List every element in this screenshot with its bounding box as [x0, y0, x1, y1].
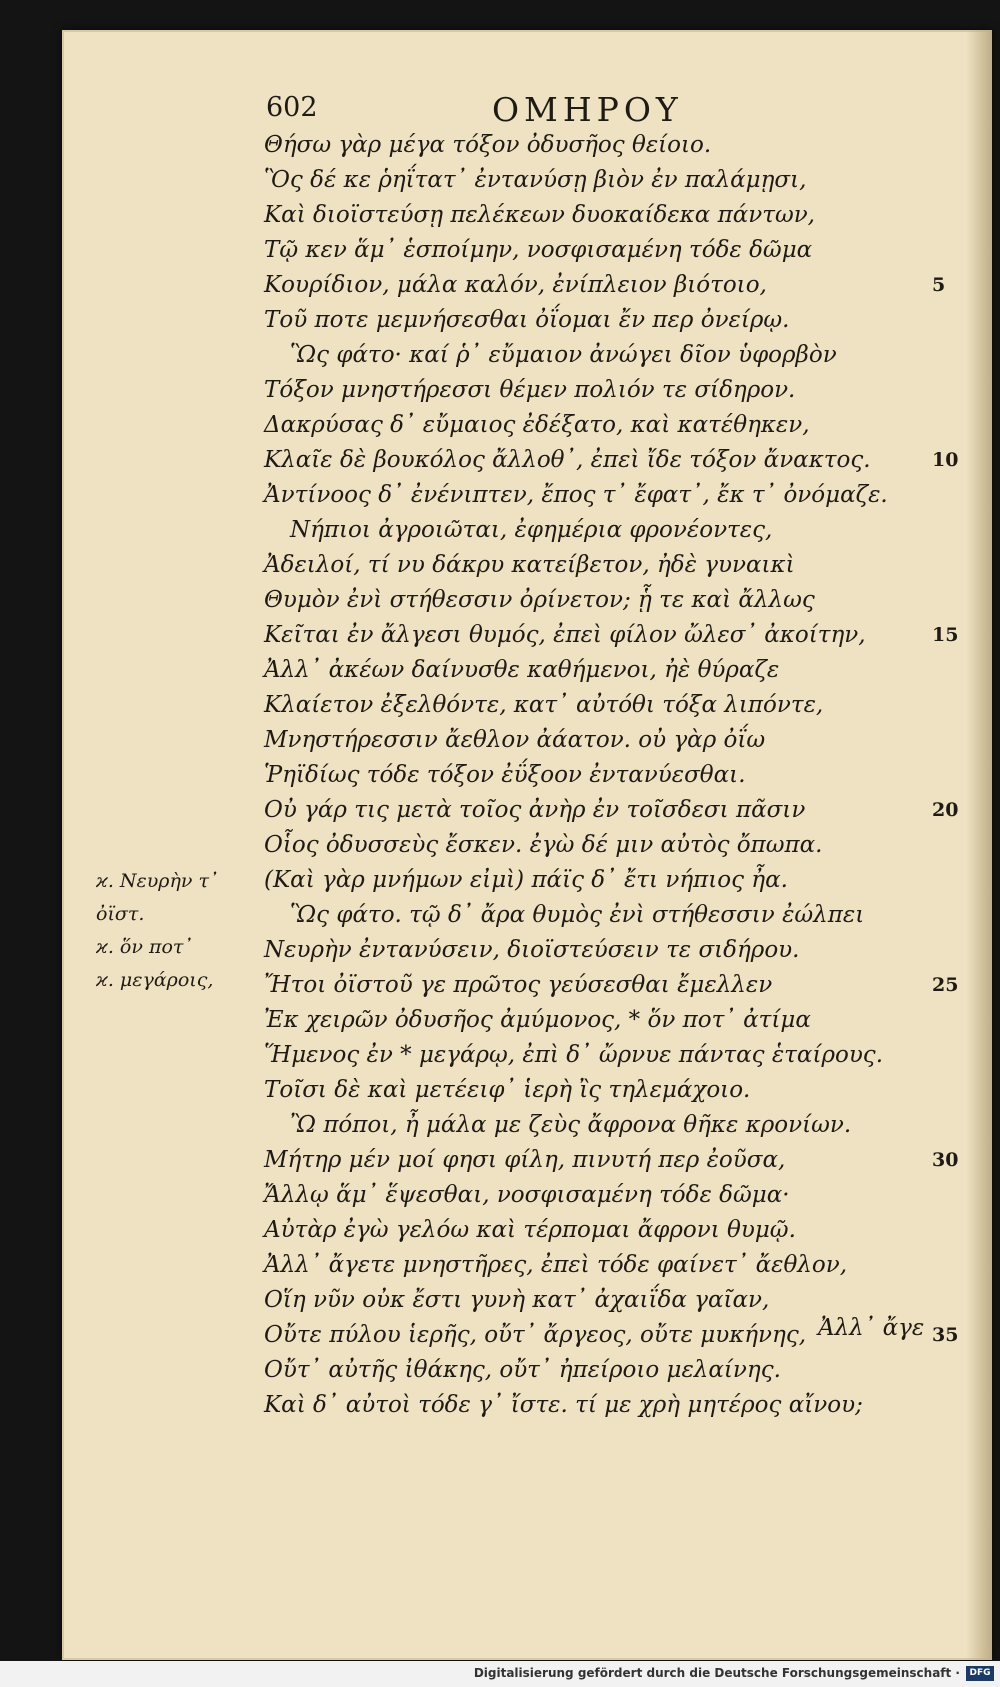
verse-text: Τῷ κεν ἅμ᾽ ἑσποίμην, νοσφισαμένη τόδε δῶμα [264, 237, 813, 263]
verse-line [264, 793, 959, 828]
page-number: 602 [266, 92, 318, 123]
line-number: 35 [932, 1324, 959, 1346]
verse-line [264, 1248, 924, 1283]
verse-line [264, 1143, 959, 1178]
verse-text: Ἄλλῳ ἅμ᾽ ἕψεσθαι, νοσφισαμένη τόδε δῶμα· [264, 1182, 790, 1208]
line-number: 20 [932, 799, 959, 821]
verse-text: Ῥηϊδίως τόδε τόξον ἐΰξοον ἐντανύεσθαι. [264, 762, 746, 788]
verse-text: Ὣς φάτο. τῷ δ᾽ ἄρα θυμὸς ἐνὶ στήθεσσιν ἐώλπει [290, 902, 865, 928]
verse-line [264, 1003, 924, 1038]
verse-text: Οἷος ὀδυσσεὺς ἔσκεν. ἐγὼ δέ μιν αὐτὸς ὄπωπα. [264, 832, 823, 858]
marginal-note: ϰ. μεγάροις, [96, 969, 214, 991]
verse-line [264, 1108, 924, 1143]
verse-text: Οὐ γάρ τις μετὰ τοῖος ἀνὴρ ἐν τοῖσδεσι πᾶσιν [264, 797, 806, 823]
verse-line [264, 1353, 924, 1388]
verse-line [264, 128, 924, 163]
verse-text: (Καὶ γὰρ μνήμων εἰμὶ) πάϊς δ᾽ ἔτι νήπιος ἦα. [264, 867, 788, 893]
verse-text: Ὃς δέ κε ῥηΐτατ᾽ ἐντανύσῃ βιὸν ἐν παλάμῃσι, [264, 167, 807, 193]
verse-line [264, 303, 924, 338]
verse-line [264, 933, 924, 968]
verse-text: Οὔτε πύλου ἱερῆς, οὔτ᾽ ἄργεος, οὔτε μυκήνης, [264, 1322, 807, 1348]
verse-text: Τοῦ ποτε μεμνήσεσθαι ὀΐομαι ἔν περ ὀνείρῳ. [264, 307, 790, 333]
verse-text: Ἀντίνοος δ᾽ ἐνένιπτεν, ἔπος τ᾽ ἔφατ᾽, ἔκ τ᾽ ὀνόμαζε. [264, 482, 888, 508]
verse-line [264, 548, 924, 583]
verse-text: Νευρὴν ἐντανύσειν, διοϊστεύσειν τε σιδήρου. [264, 937, 800, 963]
verse-text: Ἀλλ᾽ ἄγετε μνηστῆρες, ἐπεὶ τόδε φαίνετ᾽ ἄεθλον, [264, 1252, 848, 1278]
verse-line [264, 828, 924, 863]
verse-text: Αὐτὰρ ἐγὼ γελόω καὶ τέρπομαι ἄφρονι θυμῷ. [264, 1217, 796, 1243]
catchword: Ἀλλ᾽ ἄγε [818, 1315, 925, 1341]
verse-line [264, 373, 924, 408]
verse-line [264, 1073, 924, 1108]
verse-line [264, 653, 924, 688]
verse-text: Οἵη νῦν οὐκ ἔστι γυνὴ κατ᾽ ἀχαιΐδα γαῖαν, [264, 1287, 770, 1313]
page-header [266, 92, 886, 132]
marginal-note: ὀϊστ. [96, 903, 145, 925]
verse-text: Νήπιοι ἀγροιῶται, ἐφημέρια φρονέοντες, [290, 517, 773, 543]
verse-line [264, 478, 924, 513]
line-number: 5 [932, 274, 946, 296]
verse-text: Δακρύσας δ᾽ εὔμαιος ἐδέξατο, καὶ κατέθηκεν, [264, 412, 810, 438]
verse-text: Κλαῖε δὲ βουκόλος ἄλλοθ᾽, ἐπεὶ ἴδε τόξον ἄνακτος. [264, 447, 871, 473]
verse-text: Καὶ διοϊστεύσῃ πελέκεων δυοκαίδεκα πάντων, [264, 202, 815, 228]
marginal-note: ϰ. Νευρὴν τ᾽ [96, 870, 219, 892]
funding-credit: Digitalisierung gefördert durch die Deutsche Forschungsgemeinschaft · [473, 1666, 960, 1680]
verse-line [264, 723, 924, 758]
verse-text: Ὢ πόποι, ἦ μάλα με ζεὺς ἄφρονα θῆκε κρονίων. [290, 1112, 852, 1138]
verse-line [264, 513, 924, 548]
verse-line [264, 618, 959, 653]
line-number: 10 [932, 449, 959, 471]
verse-line [264, 688, 924, 723]
line-number: 15 [932, 624, 959, 646]
verse-text: Θήσω γὰρ μέγα τόξον ὀδυσῆος θείοιο. [264, 132, 712, 158]
verse-line [264, 1388, 924, 1423]
verse-line [264, 583, 924, 618]
verse-line [264, 268, 946, 303]
footer-bar [0, 1661, 1000, 1687]
verse-line [264, 233, 924, 268]
verse-text: Ἀδειλοί, τί νυ δάκρυ κατείβετον, ἠδὲ γυναικὶ [264, 552, 795, 578]
verse-line [264, 1283, 924, 1318]
verse-line [264, 898, 924, 933]
verse-text: Οὔτ᾽ αὐτῆς ἰθάκης, οὔτ᾽ ἠπείροιο μελαίνης. [264, 1357, 781, 1383]
line-number: 25 [932, 974, 959, 996]
verse-text: Κλαίετον ἐξελθόντε, κατ᾽ αὐτόθι τόξα λιπόντε, [264, 692, 824, 718]
verse-line [264, 163, 924, 198]
verse-text: Τόξον μνηστήρεσσι θέμεν πολιόν τε σίδηρον. [264, 377, 796, 403]
verse-line [264, 968, 959, 1003]
verse-text: Κουρίδιον, μάλα καλόν, ἐνίπλειον βιότοιο, [264, 272, 767, 298]
verse-text: Μνηστήρεσσιν ἄεθλον ἀάατον. οὐ γὰρ ὀΐω [264, 727, 766, 753]
verse-line [264, 1213, 924, 1248]
verse-text: Τοῖσι δὲ καὶ μετέειφ᾽ ἱερὴ ἲς τηλεμάχοιο. [264, 1077, 751, 1103]
verse-line [264, 338, 924, 373]
marginalia [96, 865, 266, 997]
verse-text: Ἥμενος ἐν * μεγάρῳ, ἐπὶ δ᾽ ὤρνυε πάντας ἑταίρους. [264, 1042, 884, 1068]
verse-text: Ἀλλ᾽ ἀκέων δαίνυσθε καθήμενοι, ἠὲ θύραζε [264, 657, 780, 683]
verse-text: Μήτηρ μέν μοί φησι φίλη, πινυτή περ ἐοῦσα, [264, 1147, 786, 1173]
running-title: ΟΜΗΡΟΥ [492, 90, 683, 129]
verse-line [264, 863, 924, 898]
verse-line [264, 198, 924, 233]
verse-line [264, 408, 924, 443]
verse-line [264, 758, 924, 793]
verse-text: Θυμὸν ἐνὶ στήθεσσιν ὀρίνετον; ᾗ τε καὶ ἄλλως [264, 587, 815, 613]
verse-line [264, 1038, 924, 1073]
verse-text: Ἤτοι ὀϊστοῦ γε πρῶτος γεύσεσθαι ἔμελλεν [264, 972, 773, 998]
verse-text: Ἐκ χειρῶν ὀδυσῆος ἀμύμονος, * ὅν ποτ᾽ ἀτίμα [264, 1007, 811, 1033]
verse-block [264, 128, 959, 1423]
verse-text: Καὶ δ᾽ αὐτοὶ τόδε γ᾽ ἴστε. τί με χρὴ μητέρος αἴνου; [264, 1392, 863, 1418]
dfg-logo: DFG [966, 1666, 994, 1681]
verse-text: Κεῖται ἐν ἄλγεσι θυμός, ἐπεὶ φίλον ὤλεσ᾽ ἀκοίτην, [264, 622, 866, 648]
verse-line [264, 443, 959, 478]
marginal-note: ϰ. ὅν ποτ᾽ [96, 936, 193, 958]
verse-line [264, 1178, 924, 1213]
verse-text: Ὣς φάτο· καί ῥ᾽ εὔμαιον ἀνώγει δῖον ὑφορβὸν [290, 342, 837, 368]
line-number: 30 [932, 1149, 959, 1171]
